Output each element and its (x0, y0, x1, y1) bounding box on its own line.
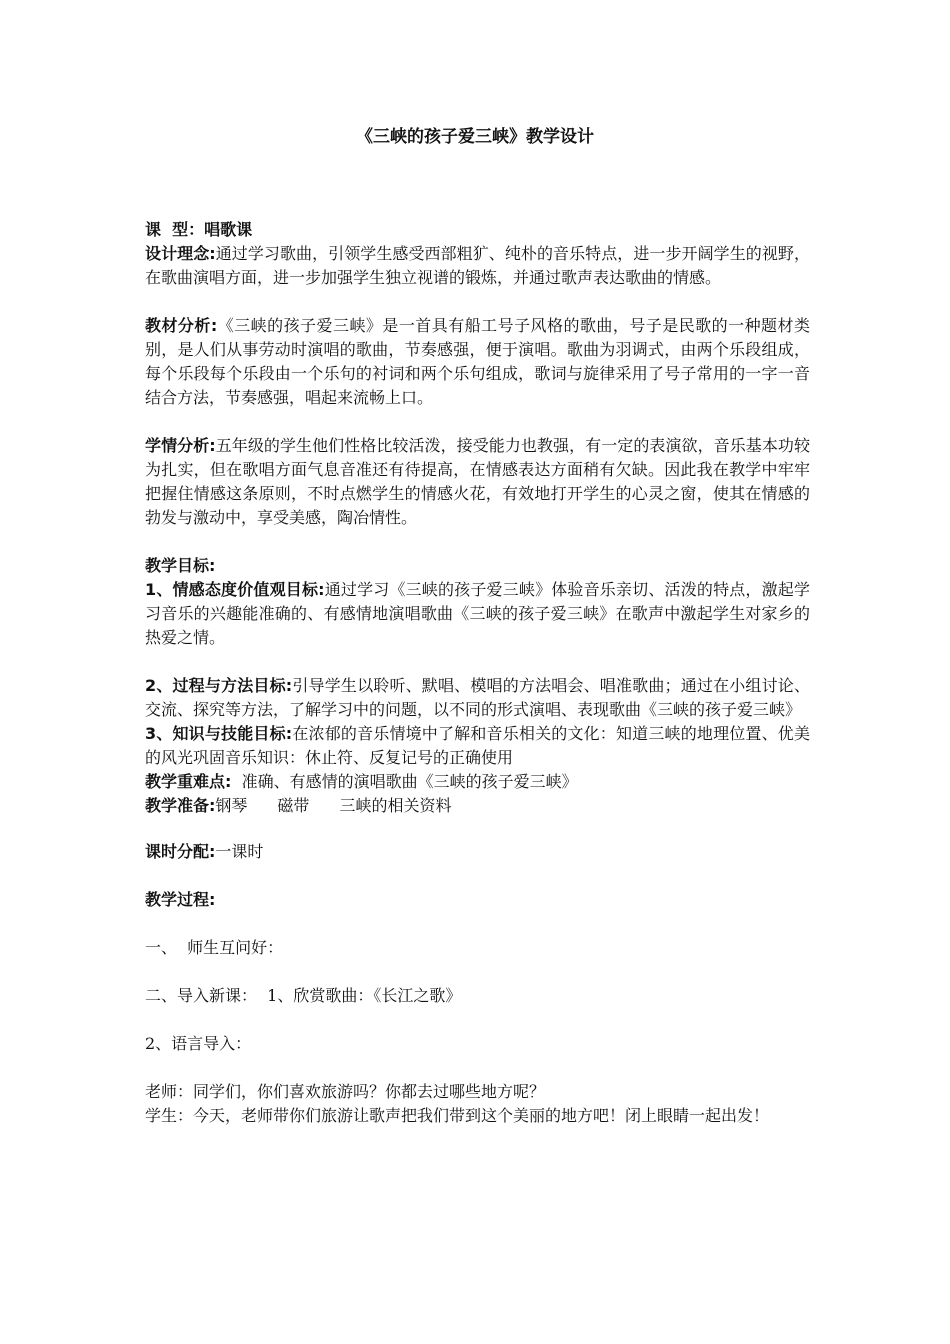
preparation-item: 钢琴 (215, 796, 248, 815)
hours-text: 一课时 (215, 842, 264, 861)
student-line: 学生：今天，老师带你们旅游让歌声把我们带到这个美丽的地方吧！闭上眼睛一起出发！ (145, 1106, 770, 1125)
spacer (145, 410, 810, 434)
objective-3-text: 在浓郁的音乐情境中了解和音乐相关的文化：知道三峡的地理位置、优美的风光巩固音乐知识：休止符、反复记号的正确使用 (145, 724, 810, 767)
difficulty-line (145, 770, 810, 794)
material-analysis-paragraph (145, 314, 810, 410)
spacer (145, 960, 810, 984)
objectives-heading: 教学目标: (145, 556, 216, 575)
difficulty-text: 准确、有感情的演唱歌曲《三峡的孩子爱三峡》 (231, 772, 578, 791)
preparation-item: 三峡的相关资料 (339, 796, 452, 815)
preparation-line (145, 794, 810, 818)
student-analysis-label: 学情分析: (145, 436, 216, 455)
lesson-type-value: 唱歌课 (204, 220, 253, 239)
spacer (145, 912, 810, 936)
hours-line (145, 840, 810, 864)
objective-2-text: 引导学生以聆听、默唱、模唱的方法唱会、唱准歌曲；通过在小组讨论、交流、探究等方法，了解学习中的问题，以不同的形式演唱、表现歌曲《三峡的孩子爱三峡》 (145, 676, 810, 719)
spacer (145, 290, 810, 314)
objective-1-text: 通过学习《三峡的孩子爱三峡》体验音乐亲切、活泼的特点，激起学习音乐的兴趣能准确的、有感情地演唱歌曲《三峡的孩子爱三峡》在歌声中激起学生对家乡的热爱之情。 (145, 580, 810, 647)
teacher-line: 老师：同学们，你们喜欢旅游吗？你都去过哪些地方呢？ (145, 1082, 546, 1101)
process-step-1: 一、 师生互问好： (145, 938, 284, 957)
objective-3-paragraph (145, 722, 810, 770)
design-concept-paragraph (145, 242, 810, 290)
preparation-label: 教学准备: (145, 796, 216, 815)
objective-2-paragraph (145, 674, 810, 722)
objective-2-label: 2、过程与方法目标: (145, 676, 293, 695)
spacer (145, 1056, 810, 1080)
spacer (145, 1008, 810, 1032)
material-analysis-text: 《三峡的孩子爱三峡》是一首具有船工号子风格的歌曲，号子是民歌的一种题材类别，是人们从事劳动时演唱的歌曲，节奏感强，便于演唱。歌曲为羽调式，由两个乐段组成，每个乐段每个乐段由一个乐句的衬词和两个乐句组成，歌词与旋律采用了号子常用的一字一音结合方法，节奏感强，唱起来流畅上口。 (145, 316, 810, 407)
preparation-item: 磁带 (277, 796, 310, 815)
student-analysis-paragraph (145, 434, 810, 530)
difficulty-label: 教学重难点: (145, 772, 232, 791)
document-title: 《三峡的孩子爱三峡》教学设计 (356, 127, 594, 147)
hours-label: 课时分配: (145, 842, 216, 861)
spacer (145, 818, 810, 840)
objective-1-label: 1、情感态度价值观目标: (145, 580, 325, 599)
process-step-3: 2、语言导入： (145, 1034, 252, 1053)
lesson-type-line (145, 218, 810, 242)
objective-3-label: 3、知识与技能目标: (145, 724, 293, 743)
design-concept-label: 设计理念: (145, 244, 216, 263)
design-concept-text: 通过学习歌曲，引领学生感受西部粗犷、纯朴的音乐特点，进一步开阔学生的视野，在歌曲演唱方面，进一步加强学生独立视谱的锻炼，并通过歌声表达歌曲的情感。 (145, 244, 810, 287)
spacer (145, 864, 810, 888)
material-analysis-label: 教材分析: (145, 316, 218, 335)
student-analysis-text: 五年级的学生他们性格比较活泼，接受能力也教强，有一定的表演欲，音乐基本功较为扎实，但在歌唱方面气息音准还有待提高，在情感表达方面稍有欠缺。因此我在教学中牢牢把握住情感这条原则，不时点燃学生的情感火花，有效地打开学生的心灵之窗，使其在情感的勃发与激动中，享受美感，陶冶情性。 (145, 436, 810, 527)
spacer (145, 650, 810, 674)
objective-1-paragraph (145, 578, 810, 650)
document-body (145, 218, 810, 1128)
process-heading: 教学过程: (145, 890, 216, 909)
process-step-2: 二、导入新课： 1、欣赏歌曲：《长江之歌》 (145, 986, 462, 1005)
lesson-type-label: 课 型： (145, 220, 205, 239)
spacer (145, 530, 810, 554)
